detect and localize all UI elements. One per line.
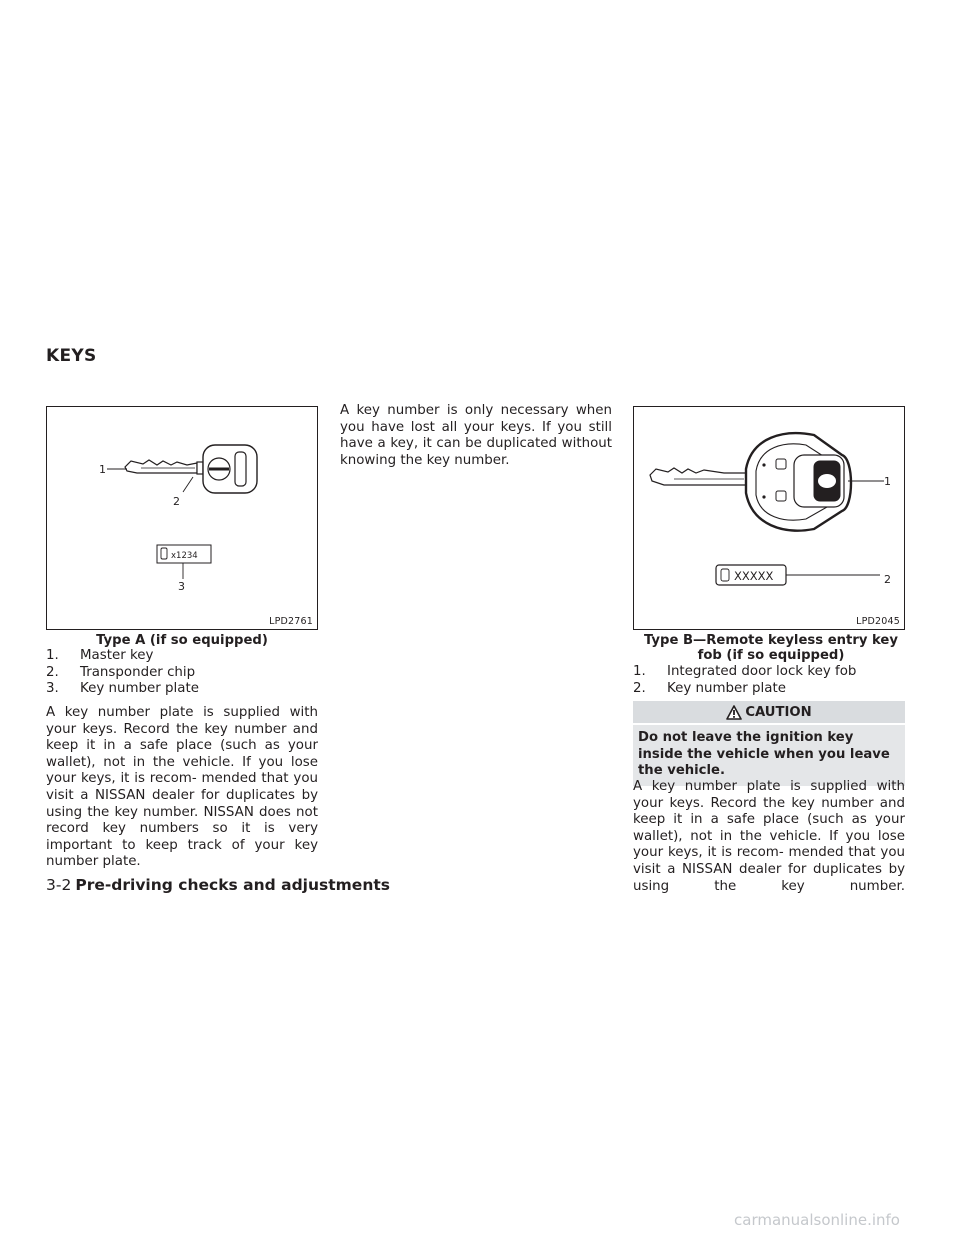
figure-code: LPD2045	[856, 616, 900, 627]
figure-code: LPD2761	[269, 616, 313, 627]
caution-text: Do not leave the ignition key inside the vehicle when you leave the vehicle.	[633, 725, 905, 786]
figure-type-b	[633, 406, 905, 630]
callout-1: 1	[99, 463, 106, 476]
figure-caption: Type A (if so equipped)	[96, 633, 268, 648]
section-title: KEYS	[46, 346, 97, 366]
key-type-a-illustration	[47, 407, 317, 629]
body-paragraph: A key number plate is supplied with your keys. Record the key number and keep it in a safe place (such as your wallet), not in the vehicle. If you lose your keys, it is recom- mended that you visit a NISSAN dealer for duplicates by using the key number. NISSAN does not record key numbers so it is very important to keep track of your key number plate.	[46, 705, 318, 870]
callout-3: 3	[178, 580, 185, 593]
list-number: 1.	[46, 648, 59, 663]
list-number: 2.	[46, 664, 59, 680]
list-text: Key number plate	[80, 681, 199, 697]
figure-caption: Type B—Remote keyless entry key fob (if so equipped)	[644, 633, 898, 663]
list-text: Master key	[80, 648, 154, 663]
list-item	[633, 664, 905, 681]
key-fob-illustration	[634, 407, 904, 629]
plate-label: x1234	[171, 551, 198, 561]
list-item	[46, 681, 318, 698]
body-paragraph: A key number is only necessary when you have lost all your keys. If you still have a key, it can be duplicated without knowing the key number.	[340, 403, 612, 468]
callout-2: 2	[884, 573, 891, 586]
list-item	[46, 665, 318, 682]
list-number: 2.	[633, 680, 646, 696]
body-paragraph: A key number plate is supplied with your keys. Record the key number and keep it in a safe place (such as your wallet), not in the vehicle. If you lose your keys, it is recom- mended that you visit a NISSAN dealer for duplicates by using the key number.	[633, 779, 905, 894]
caution-box	[633, 701, 905, 786]
caution-heading-bar	[633, 701, 905, 723]
watermark: carmanualsonline.info	[734, 1211, 900, 1229]
callout-2: 2	[173, 495, 180, 508]
page-footer	[46, 876, 390, 894]
list-text: Integrated door lock key fob	[667, 664, 857, 679]
list-text: Transponder chip	[80, 664, 196, 680]
page-number: 3-2	[46, 876, 72, 894]
parts-list	[46, 648, 318, 698]
warning-icon	[726, 705, 742, 720]
callout-1: 1	[884, 475, 891, 488]
figure-type-a	[46, 406, 318, 630]
list-number: 1.	[633, 664, 646, 679]
list-item	[633, 681, 905, 698]
list-item	[46, 648, 318, 665]
list-text: Key number plate	[667, 680, 786, 696]
chapter-title: Pre-driving checks and adjustments	[75, 876, 390, 894]
plate-label: XXXXX	[734, 569, 774, 583]
parts-list	[633, 664, 905, 697]
list-number: 3.	[46, 681, 59, 697]
caution-heading: CAUTION	[745, 704, 812, 720]
